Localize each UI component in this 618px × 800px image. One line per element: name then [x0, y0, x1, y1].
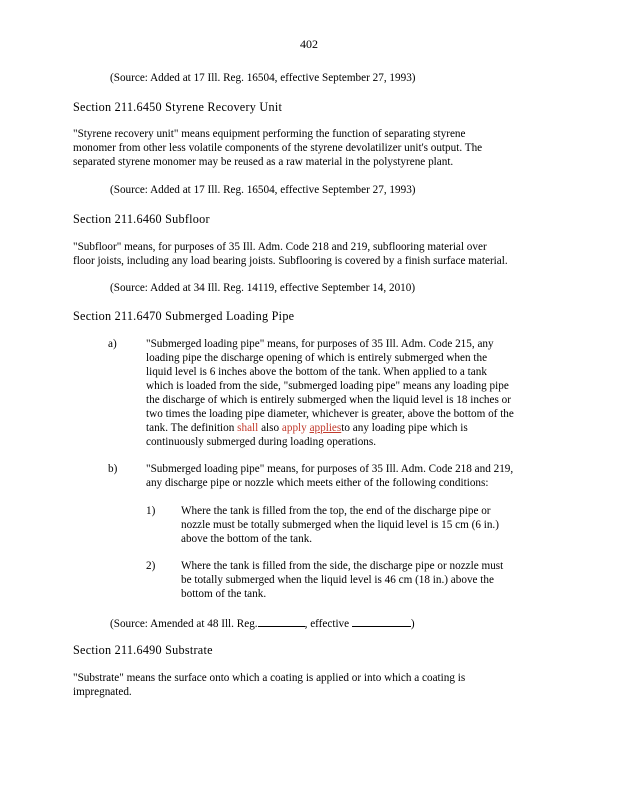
definition-substrate: [73, 671, 543, 699]
paragraph-line-with-edits: [146, 421, 546, 435]
page-number: 402: [300, 37, 318, 51]
paragraph-line: "Substrate" means the surface onto which a coating is applied or into which a coating is: [73, 672, 466, 684]
paragraph-line: be totally submerged when the liquid level is 46 cm (18 in.) above the: [181, 574, 494, 586]
paragraph-line: any discharge pipe or nozzle which meets either of the following conditions:: [146, 477, 489, 489]
paragraph-line: which is loaded from the side, "submerged loading pipe" means any loading pipe: [146, 380, 509, 392]
paragraph-line: "Subfloor" means, for purposes of 35 Ill. Adm. Code 218 and 219, subflooring material over: [73, 241, 487, 253]
paragraph-line: liquid level is 6 inches above the bottom of the tank. When applied to a tank: [146, 366, 487, 378]
section-heading-6470: Section 211.6470 Submerged Loading Pipe: [73, 309, 295, 323]
definition-styrene-recovery-unit: [73, 127, 543, 169]
inserted-text-apply: apply: [281, 422, 307, 434]
paragraph-line: nozzle must be totally submerged when the liquid level is 15 cm (6 in.): [181, 519, 499, 531]
paragraph-label-1: 1): [146, 505, 156, 517]
subsection-b-text: [146, 462, 546, 490]
section-heading-6450: Section 211.6450 Styrene Recovery Unit: [73, 100, 283, 114]
paragraph-line: continuously submerged during loading operations.: [146, 436, 377, 448]
source-note-6450: (Source: Added at 17 Ill. Reg. 16504, effective September 27, 1993): [110, 184, 416, 196]
section-heading-6490: Section 211.6490 Substrate: [73, 643, 213, 657]
paragraph-1-text: [181, 504, 541, 546]
paragraph-line: Where the tank is filled from the side, the discharge pipe or nozzle must: [181, 560, 504, 572]
paragraph-line: two times the loading pipe diameter, whichever is greater, above the bottom of the: [146, 408, 514, 420]
paragraph-line: loading pipe the discharge opening of which is entirely submerged when the: [146, 352, 488, 364]
source-note-6470: [110, 615, 415, 631]
section-heading-6460: Section 211.6460 Subfloor: [73, 212, 210, 226]
paragraph-line: above the bottom of the tank.: [181, 533, 313, 545]
source-note-6460: (Source: Added at 34 Ill. Reg. 14119, effective September 14, 2010): [110, 282, 416, 294]
subsection-a-text: [146, 337, 546, 449]
paragraph-line: "Submerged loading pipe" means, for purposes of 35 Ill. Adm. Code 218 and 219,: [146, 463, 514, 475]
struck-text-applies: applies: [309, 422, 342, 434]
source-text: (Source: Amended at 48 Ill. Reg.: [110, 618, 258, 630]
text-segment: to any loading pipe which is: [341, 422, 468, 434]
register-blank-line: [258, 615, 305, 627]
paragraph-line: "Submerged loading pipe" means, for purposes of 35 Ill. Adm. Code 215, any: [146, 338, 494, 350]
inserted-text-shall: shall: [237, 422, 259, 434]
paragraph-label-2: 2): [146, 560, 156, 572]
paragraph-line: "Styrene recovery unit" means equipment performing the function of separating styrene: [73, 128, 466, 140]
paragraph-line: separated styrene monomer may be reused as a raw material in the polystyrene plant.: [73, 156, 454, 168]
paragraph-line: Where the tank is filled from the top, the end of the discharge pipe or: [181, 505, 491, 517]
text-segment: also: [258, 422, 282, 434]
paragraph-line: the discharge of which is entirely submerged when the liquid level is 18 inches or: [146, 394, 511, 406]
subsection-label-b: b): [108, 463, 118, 475]
paragraph-line: monomer from other less volatile components of the styrene devolatilizer unit's output. The: [73, 142, 483, 154]
text-segment: tank. The definition: [146, 422, 238, 434]
paragraph-line: bottom of the tank.: [181, 588, 267, 600]
source-text: , effective: [304, 618, 352, 630]
paragraph-2-text: [181, 559, 541, 601]
paragraph-line: floor joists, including any load bearing joists. Subflooring is covered by a finish surface material.: [73, 255, 508, 267]
source-text: ): [410, 618, 415, 630]
paragraph-line: impregnated.: [73, 686, 132, 698]
effective-date-blank-line: [352, 615, 411, 627]
source-note-6440: (Source: Added at 17 Ill. Reg. 16504, effective September 27, 1993): [110, 72, 416, 84]
subsection-label-a: a): [108, 338, 117, 350]
definition-subfloor: [73, 240, 543, 268]
